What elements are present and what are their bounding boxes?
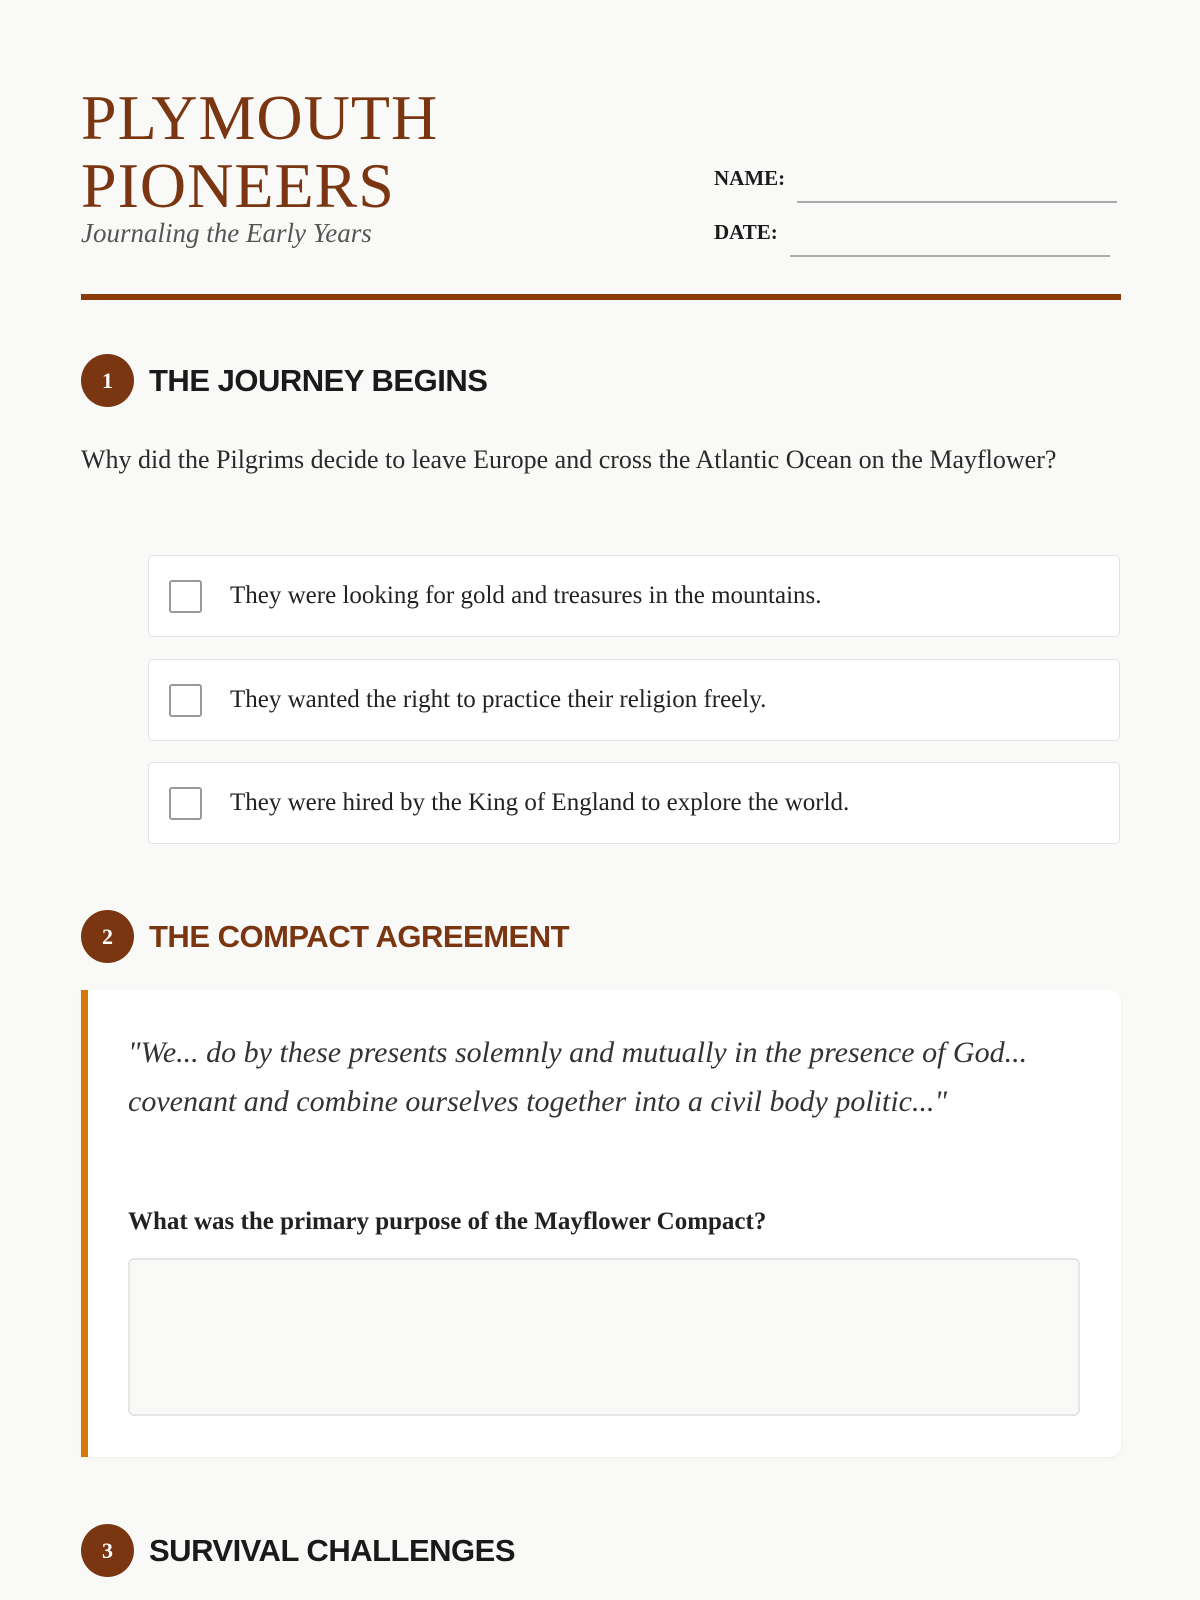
answer-option[interactable]: [148, 762, 1120, 844]
name-input-line[interactable]: [797, 201, 1117, 203]
option-label: They wanted the right to practice their religion freely.: [230, 686, 767, 713]
worksheet-title: [81, 84, 438, 220]
worksheet-subtitle: Journaling the Early Years: [81, 218, 372, 248]
question-2: What was the primary purpose of the Mayflower Compact?: [128, 1208, 767, 1235]
answer-textarea[interactable]: [128, 1258, 1080, 1416]
checkbox[interactable]: [169, 787, 202, 820]
name-field: [714, 166, 1117, 191]
section-1-heading: [81, 354, 487, 407]
checkbox[interactable]: [169, 684, 202, 717]
section-number-badge: 3: [81, 1524, 134, 1577]
section-title: THE JOURNEY BEGINS: [149, 362, 488, 398]
section-2-heading: [81, 910, 569, 963]
section-number-badge: 1: [81, 354, 134, 407]
date-field: [714, 220, 1110, 245]
mayflower-compact-quote: "We... do by these presents solemnly and mutually in the presence of God... covenant and combine ourselves together into a civil body politic...": [128, 1036, 1028, 1118]
title-line-2: PIONEERS: [81, 150, 395, 221]
section-number-badge: 2: [81, 910, 134, 963]
answer-option[interactable]: [148, 555, 1120, 637]
question-1: Why did the Pilgrims decide to leave Europe and cross the Atlantic Ocean on the Mayflower?: [81, 445, 1057, 474]
name-label: NAME:: [714, 166, 786, 190]
option-label: They were hired by the King of England to explore the world.: [230, 789, 850, 816]
header-divider: [81, 294, 1121, 300]
title-line-1: PLYMOUTH: [81, 82, 439, 153]
option-label: They were looking for gold and treasures in the mountains.: [230, 582, 822, 609]
section-title: SURVIVAL CHALLENGES: [149, 1532, 515, 1568]
section-3-heading: [81, 1524, 515, 1577]
checkbox[interactable]: [169, 580, 202, 613]
section-title: THE COMPACT AGREEMENT: [149, 918, 570, 954]
date-input-line[interactable]: [790, 255, 1110, 257]
quote-card: [81, 990, 1121, 1457]
date-label: DATE:: [714, 220, 778, 244]
answer-option[interactable]: [148, 659, 1120, 741]
